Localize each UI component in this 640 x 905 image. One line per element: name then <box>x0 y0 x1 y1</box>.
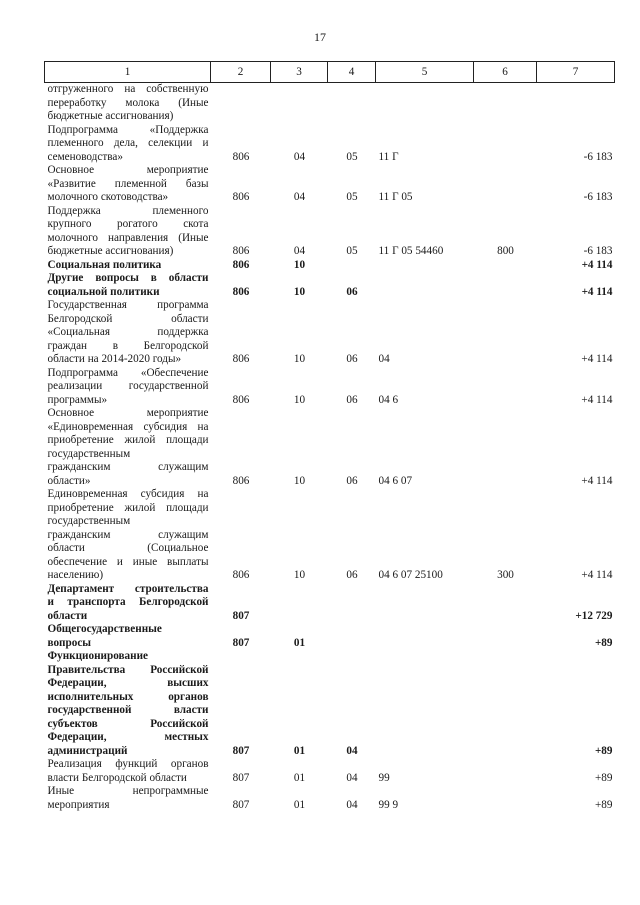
row-name-line: граждан в Белгородской <box>47 339 209 352</box>
cell-c6: 300 <box>497 569 514 581</box>
cell-c4 <box>328 623 376 650</box>
row-name-line: государственным <box>47 447 131 460</box>
table-row <box>45 259 615 273</box>
cell-c4: 04 <box>346 771 358 784</box>
row-name-line: переработку молока (Иные <box>47 96 209 109</box>
column-header-2: 2 <box>211 62 271 83</box>
row-name-line: власти Белгородской области <box>47 771 187 784</box>
cell-c7: +4 114 <box>581 353 613 365</box>
column-header-1: 1 <box>45 62 211 83</box>
cell-c2 <box>211 83 271 124</box>
cell-c2: 806 <box>232 353 250 365</box>
row-name-line: мероприятия <box>47 798 110 811</box>
row-name <box>45 164 211 205</box>
row-name-line: «Развитие племенной базы <box>47 177 209 190</box>
cell-c5 <box>376 272 474 299</box>
row-name-line: Подпрограмма «Обеспечение <box>47 366 209 379</box>
row-name-line: приобретение жилой площади <box>47 434 209 446</box>
cell-c3: 04 <box>293 245 306 257</box>
table-row <box>45 407 615 488</box>
table-row <box>45 650 615 758</box>
row-name-line: Белгородской области <box>47 312 209 325</box>
cell-c6 <box>474 299 537 367</box>
cell-c2: 806 <box>232 191 250 203</box>
table-row <box>45 583 615 624</box>
column-header-5: 5 <box>376 62 474 83</box>
cell-c5 <box>376 623 474 650</box>
table-row <box>45 124 615 165</box>
row-name-line: государственной власти <box>47 704 209 716</box>
row-name-line: Основное мероприятие <box>47 164 209 176</box>
cell-c2: 807 <box>232 744 250 757</box>
cell-c3: 10 <box>293 353 306 365</box>
cell-c3: 10 <box>293 474 306 487</box>
cell-c7: +4 114 <box>581 474 613 487</box>
table-header-row <box>45 62 615 83</box>
cell-c3 <box>271 583 328 624</box>
table-row <box>45 164 615 205</box>
row-name-line: молочного направления (Иные <box>47 231 209 244</box>
row-name-line: отгруженного на собственную <box>47 83 209 95</box>
cell-c7: +89 <box>595 771 613 784</box>
cell-c5: 11 Г 05 <box>378 191 413 203</box>
row-name-line: реализации государственной <box>47 380 209 392</box>
row-name-line: Федерации, высших <box>47 677 209 689</box>
cell-c2: 807 <box>232 636 250 649</box>
row-name <box>45 367 211 408</box>
cell-c2: 807 <box>232 798 250 811</box>
table-header <box>45 62 615 83</box>
row-name-line: «Единовременная субсидия на <box>47 420 209 433</box>
cell-c7: +12 729 <box>575 609 613 622</box>
cell-c5: 99 9 <box>378 798 399 811</box>
cell-c6 <box>474 259 537 273</box>
cell-c7: +4 114 <box>581 569 613 581</box>
budget-table <box>44 61 615 812</box>
cell-c6 <box>474 367 537 408</box>
cell-c4: 06 <box>346 393 358 406</box>
row-name <box>45 205 211 259</box>
cell-c3: 10 <box>293 569 306 581</box>
cell-c4 <box>328 259 376 273</box>
row-name <box>45 407 211 488</box>
cell-c7: +89 <box>594 744 613 757</box>
row-name-line: бюджетные ассигнования) <box>47 110 174 122</box>
cell-c5: 11 Г 05 54460 <box>378 245 444 257</box>
row-name-line: племенного дела, селекции и <box>47 137 209 149</box>
row-name <box>45 583 211 624</box>
cell-c6 <box>474 623 537 650</box>
row-name <box>45 488 211 583</box>
table-row <box>45 272 615 299</box>
cell-c2: 806 <box>232 258 250 271</box>
row-name-line: крупного рогатого скота <box>47 218 209 230</box>
row-name-line: области <box>47 609 88 622</box>
row-name <box>45 83 211 124</box>
cell-c7 <box>537 83 615 124</box>
cell-c5: 04 <box>378 353 390 365</box>
cell-c5 <box>376 650 474 758</box>
cell-c2: 806 <box>232 285 250 298</box>
cell-c3: 10 <box>293 285 306 298</box>
cell-c3: 04 <box>293 191 306 203</box>
row-name-line: семеноводства» <box>47 150 123 163</box>
cell-c5: 11 Г <box>378 150 399 163</box>
cell-c2: 806 <box>232 569 250 581</box>
row-name-line: «Социальная поддержка <box>47 326 209 338</box>
row-name-line: бюджетные ассигнования) <box>47 245 174 257</box>
cell-c4: 05 <box>346 245 358 257</box>
cell-c6 <box>474 83 537 124</box>
cell-c3: 10 <box>293 393 306 406</box>
row-name-line: субъектов Российской <box>47 717 209 730</box>
cell-c5: 99 <box>378 771 390 784</box>
cell-c4: 06 <box>346 474 358 487</box>
cell-c7: +4 114 <box>581 258 613 271</box>
row-name <box>45 785 211 812</box>
row-name-line: исполнительных органов <box>47 690 209 703</box>
row-name-line: и транспорта Белгородской <box>47 596 209 608</box>
row-name-line: социальной политики <box>47 285 160 298</box>
table-row <box>45 488 615 583</box>
row-name-line: приобретение жилой площади <box>47 501 209 514</box>
table-row <box>45 785 615 812</box>
cell-c5: 04 6 07 25100 <box>378 569 443 581</box>
row-name <box>45 623 211 650</box>
page-number: 17 <box>314 30 326 44</box>
cell-c4 <box>328 83 376 124</box>
cell-c6: 800 <box>497 245 514 257</box>
row-name <box>45 124 211 165</box>
cell-c6 <box>474 785 537 812</box>
row-name-line: Реализация функций органов <box>47 758 209 770</box>
row-name-line: Подпрограмма «Поддержка <box>47 123 209 136</box>
table-row <box>45 83 615 124</box>
cell-c4 <box>328 583 376 624</box>
cell-c3: 04 <box>293 150 306 163</box>
cell-c2: 806 <box>232 474 250 487</box>
row-name-line: Единовременная субсидия на <box>47 488 209 500</box>
row-name-line: Иные непрограммные <box>47 785 209 797</box>
column-header-6: 6 <box>474 62 537 83</box>
row-name-line: Правительства Российской <box>47 663 209 676</box>
cell-c6 <box>474 758 537 785</box>
cell-c4: 05 <box>346 191 358 203</box>
table-row <box>45 299 615 367</box>
row-name <box>45 272 211 299</box>
cell-c2: 807 <box>232 771 250 784</box>
row-name-line: Государственная программа <box>47 299 209 311</box>
cell-c2: 806 <box>232 393 250 406</box>
row-name-line: Департамент строительства <box>47 582 209 595</box>
cell-c6 <box>474 164 537 205</box>
table-body <box>45 83 615 813</box>
cell-c5 <box>376 583 474 624</box>
cell-c5: 04 6 07 <box>378 474 413 487</box>
cell-c5 <box>376 83 474 124</box>
cell-c7: +4 114 <box>581 285 613 298</box>
column-header-4: 4 <box>328 62 376 83</box>
row-name-line: Основное мероприятие <box>47 407 209 419</box>
cell-c4: 04 <box>346 744 358 757</box>
cell-c6 <box>474 272 537 299</box>
cell-c6 <box>474 407 537 488</box>
cell-c4: 06 <box>346 569 358 581</box>
cell-c2: 806 <box>232 245 250 257</box>
cell-c7: -6 183 <box>583 150 613 163</box>
row-name-line: обеспечение и иные выплаты <box>47 555 209 568</box>
cell-c7: -6 183 <box>583 191 613 203</box>
column-header-7: 7 <box>537 62 615 83</box>
cell-c3: 01 <box>293 771 306 784</box>
cell-c6 <box>474 124 537 165</box>
cell-c2: 806 <box>232 150 250 163</box>
row-name <box>45 650 211 758</box>
cell-c3: 10 <box>293 258 306 271</box>
cell-c7: +89 <box>595 798 613 811</box>
cell-c3 <box>271 83 328 124</box>
cell-c6 <box>474 583 537 624</box>
cell-c4: 06 <box>346 285 358 298</box>
cell-c7: -6 183 <box>583 245 613 257</box>
column-header-3: 3 <box>271 62 328 83</box>
row-name-line: молочного скотоводства» <box>47 191 169 203</box>
row-name-line: государственным <box>47 515 131 527</box>
table-row <box>45 367 615 408</box>
row-name-line: области на 2014-2020 годы» <box>47 353 182 365</box>
row-name-line: населению) <box>47 569 104 581</box>
table-row <box>45 205 615 259</box>
table-row <box>45 758 615 785</box>
cell-c4: 06 <box>346 353 358 365</box>
row-name-line: Общегосударственные <box>47 623 162 635</box>
row-name-line: Другие вопросы в области <box>47 272 209 284</box>
cell-c6 <box>474 650 537 758</box>
row-name-line: Федерации, местных <box>47 731 209 743</box>
row-name-line: гражданским служащим <box>47 461 209 473</box>
row-name-line: Социальная политика <box>47 258 162 271</box>
table-row <box>45 623 615 650</box>
row-name-line: гражданским служащим <box>47 528 209 541</box>
cell-c5 <box>376 259 474 273</box>
row-name-line: Поддержка племенного <box>47 204 209 217</box>
row-name-line: Функционирование <box>47 650 149 662</box>
row-name <box>45 259 211 273</box>
cell-c3: 01 <box>293 744 306 757</box>
cell-c7: +4 114 <box>581 393 613 406</box>
row-name <box>45 758 211 785</box>
row-name-line: администраций <box>47 744 128 757</box>
cell-c2: 807 <box>232 609 250 622</box>
row-name <box>45 299 211 367</box>
cell-c4: 04 <box>346 798 358 811</box>
cell-c3: 01 <box>293 798 306 811</box>
cell-c7: +89 <box>594 636 613 649</box>
cell-c3: 01 <box>293 636 306 649</box>
row-name-line: области (Социальное <box>47 542 209 554</box>
row-name-line: вопросы <box>47 636 92 649</box>
row-name-line: программы» <box>47 393 108 406</box>
cell-c5: 04 6 <box>378 393 399 406</box>
row-name-line: области» <box>47 474 91 487</box>
cell-c4: 05 <box>346 150 358 163</box>
